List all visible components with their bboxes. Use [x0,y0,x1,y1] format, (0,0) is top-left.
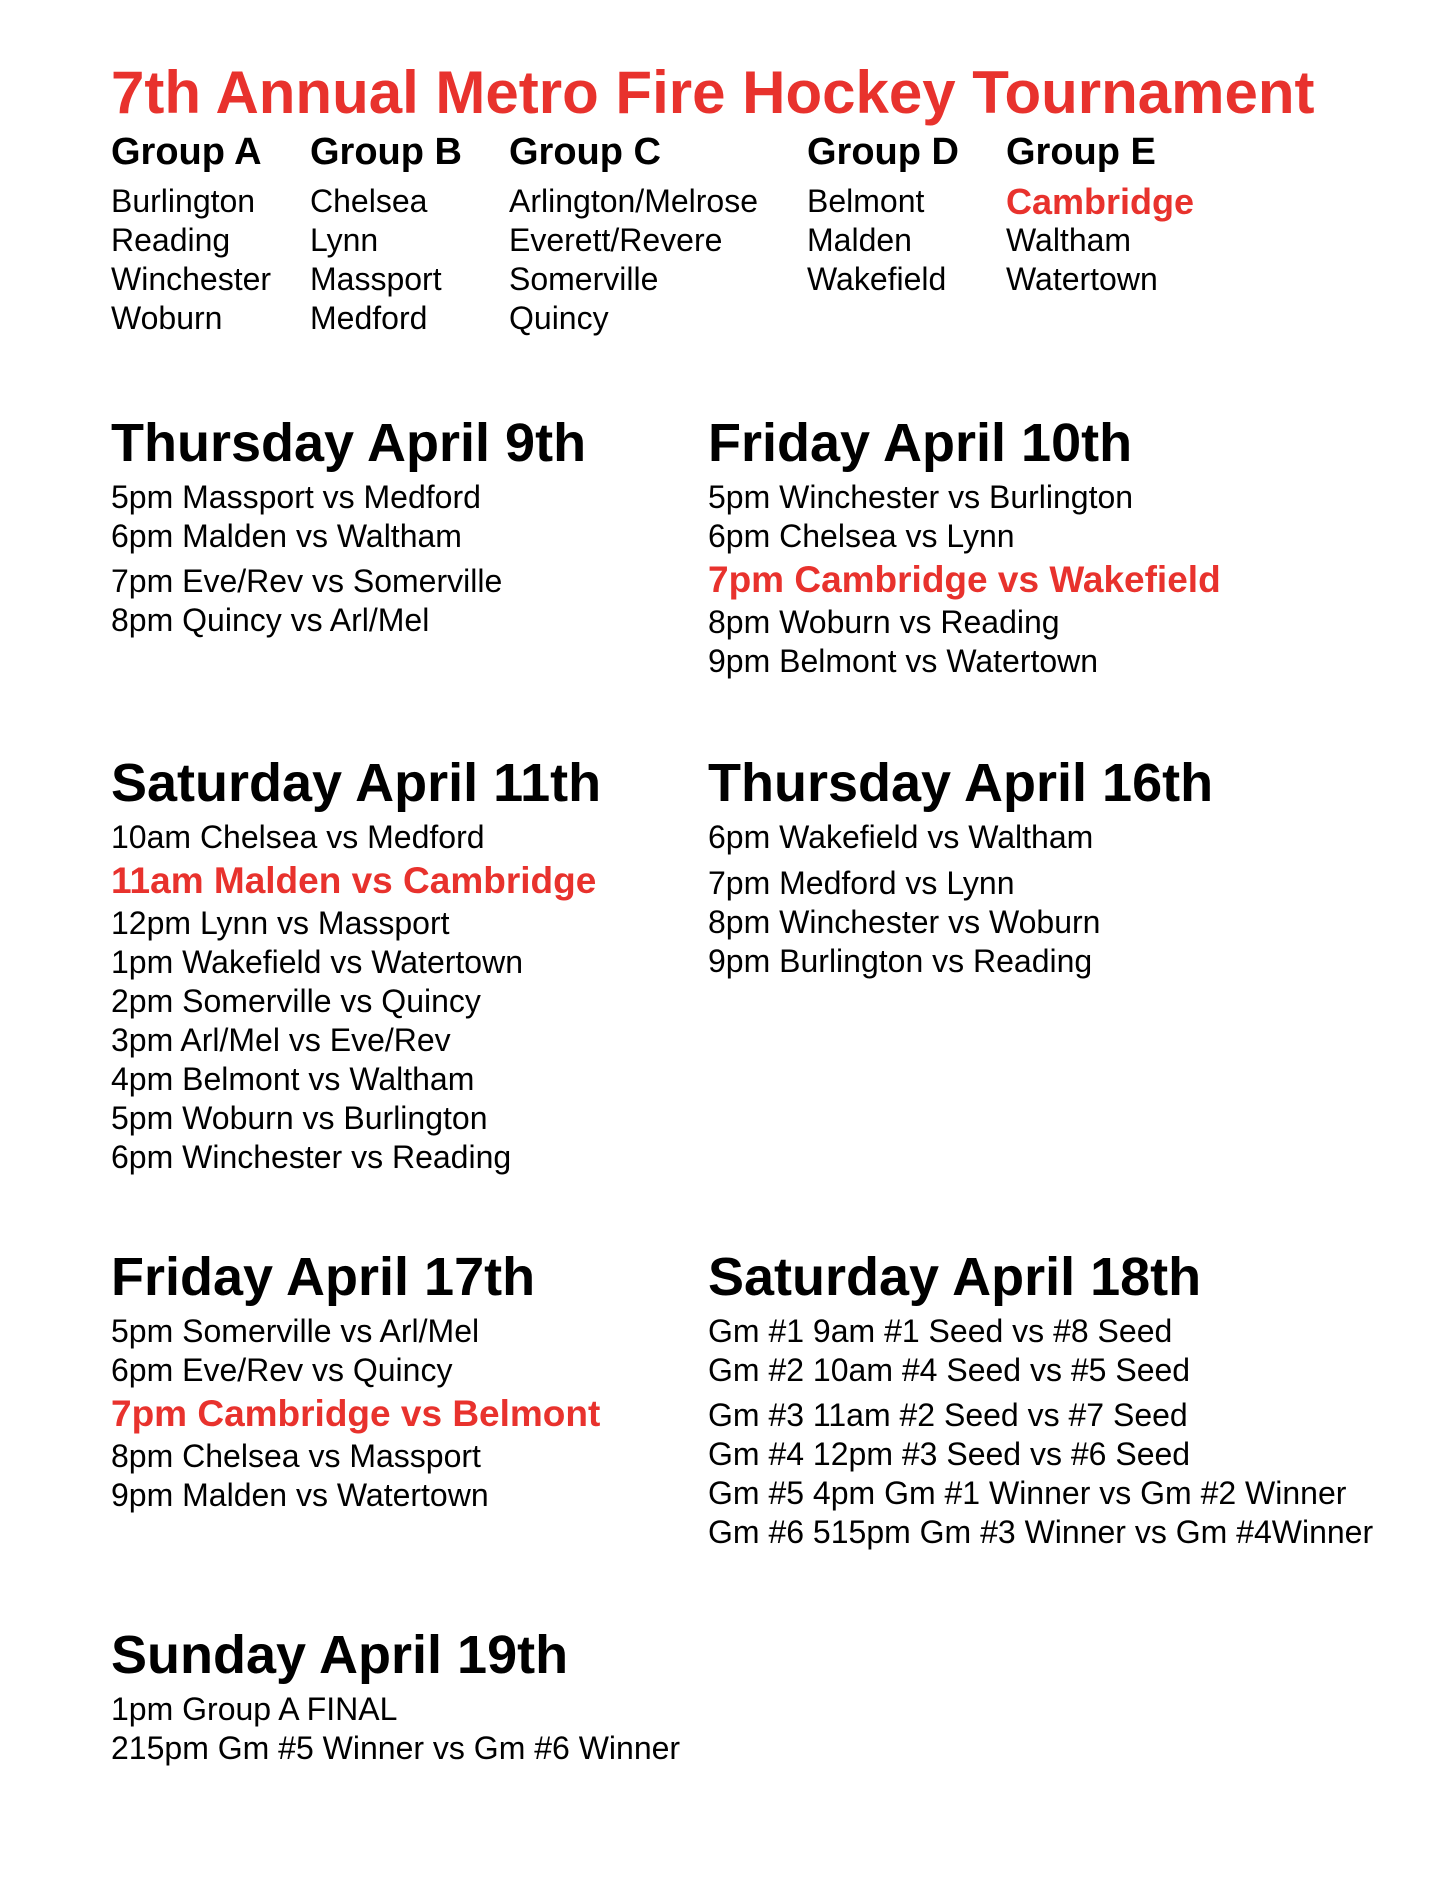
game-line: Gm #4 12pm #3 Seed vs #6 Seed [708,1436,1191,1472]
game-line: 215pm Gm #5 Winner vs Gm #6 Winner [111,1730,681,1766]
group-name: Group D [807,131,959,173]
game-line: 10am Chelsea vs Medford [111,819,485,855]
game-line: 9pm Burlington vs Reading [708,943,1093,979]
group-c [509,130,758,338]
game-line: 3pm Arl/Mel vs Eve/Rev [111,1022,451,1058]
game-line: Gm #3 11am #2 Seed vs #7 Seed [708,1397,1188,1433]
day-schedule-saturday-april-11 [111,752,601,1177]
group-a [111,130,271,338]
team-name: Malden [807,222,912,258]
team-name: Watertown [1006,261,1158,297]
day-title: Saturday April 11th [111,753,602,813]
page-title: 7th Annual Metro Fire Hockey Tournament [111,59,1315,126]
game-line: 6pm Winchester vs Reading [111,1139,512,1175]
group-name: Group A [111,131,262,173]
game-line: 9pm Belmont vs Watertown [708,643,1099,679]
team-name: Waltham [1006,222,1132,258]
game-line-highlighted: 7pm Cambridge vs Belmont [111,1393,601,1434]
day-title: Thursday April 16th [708,753,1214,813]
group-name: Group E [1006,131,1156,173]
game-line: Gm #1 9am #1 Seed vs #8 Seed [708,1313,1173,1349]
game-line-highlighted: 11am Malden vs Cambridge [111,860,597,901]
day-title: Thursday April 9th [111,413,587,473]
game-line: 6pm Chelsea vs Lynn [708,518,1015,554]
group-e [1006,130,1194,299]
game-line: Gm #5 4pm Gm #1 Winner vs Gm #2 Winner [708,1475,1347,1511]
team-name: Massport [310,261,442,297]
group-name: Group C [509,131,661,173]
day-schedule-thursday-april-16 [708,752,1213,981]
game-line: 5pm Winchester vs Burlington [708,479,1134,515]
team-name: Everett/Revere [509,222,723,258]
day-schedule-saturday-april-18 [708,1246,1373,1552]
game-line: Gm #2 10am #4 Seed vs #5 Seed [708,1352,1191,1388]
game-line: Gm #6 515pm Gm #3 Winner vs Gm #4Winner [708,1514,1374,1550]
game-line: 5pm Somerville vs Arl/Mel [111,1313,480,1349]
day-title: Sunday April 19th [111,1625,569,1685]
game-line: 4pm Belmont vs Waltham [111,1061,475,1097]
group-d [807,130,959,299]
team-name: Winchester [111,261,272,297]
team-name: Burlington [111,183,256,219]
game-line: 1pm Wakefield vs Watertown [111,944,523,980]
day-schedule-friday-april-10 [708,412,1221,681]
day-schedule-thursday-april-9 [111,412,586,640]
team-name: Quincy [509,300,609,336]
group-name: Group B [310,131,462,173]
game-line: 6pm Wakefield vs Waltham [708,819,1094,855]
game-line: 5pm Massport vs Medford [111,479,481,515]
game-line: 7pm Medford vs Lynn [708,865,1015,901]
game-line: 8pm Winchester vs Woburn [708,904,1101,940]
day-schedule-friday-april-17 [111,1246,600,1515]
team-name: Medford [310,300,428,336]
game-line: 7pm Eve/Rev vs Somerville [111,563,503,599]
team-name-highlighted: Cambridge [1006,181,1195,222]
group-b [310,130,462,338]
game-line: 6pm Malden vs Waltham [111,518,462,554]
day-title: Friday April 17th [111,1247,536,1307]
team-name: Woburn [111,300,223,336]
team-name: Arlington/Melrose [509,183,758,219]
game-line: 5pm Woburn vs Burlington [111,1100,488,1136]
game-line-highlighted: 7pm Cambridge vs Wakefield [708,559,1221,600]
day-title: Saturday April 18th [708,1247,1202,1307]
game-line: 8pm Quincy vs Arl/Mel [111,602,430,638]
team-name: Belmont [807,183,925,219]
game-line: 9pm Malden vs Watertown [111,1477,489,1513]
game-line: 12pm Lynn vs Massport [111,905,450,941]
team-name: Somerville [509,261,659,297]
day-schedule-sunday-april-19 [111,1624,680,1768]
team-name: Lynn [310,222,379,258]
team-name: Wakefield [807,261,947,297]
team-name: Chelsea [310,183,428,219]
game-line: 6pm Eve/Rev vs Quincy [111,1352,453,1388]
game-line: 1pm Group A FINAL [111,1691,398,1727]
game-line: 2pm Somerville vs Quincy [111,983,481,1019]
team-name: Reading [111,222,231,258]
game-line: 8pm Chelsea vs Massport [111,1438,481,1474]
game-line: 8pm Woburn vs Reading [708,604,1060,640]
day-title: Friday April 10th [708,413,1133,473]
